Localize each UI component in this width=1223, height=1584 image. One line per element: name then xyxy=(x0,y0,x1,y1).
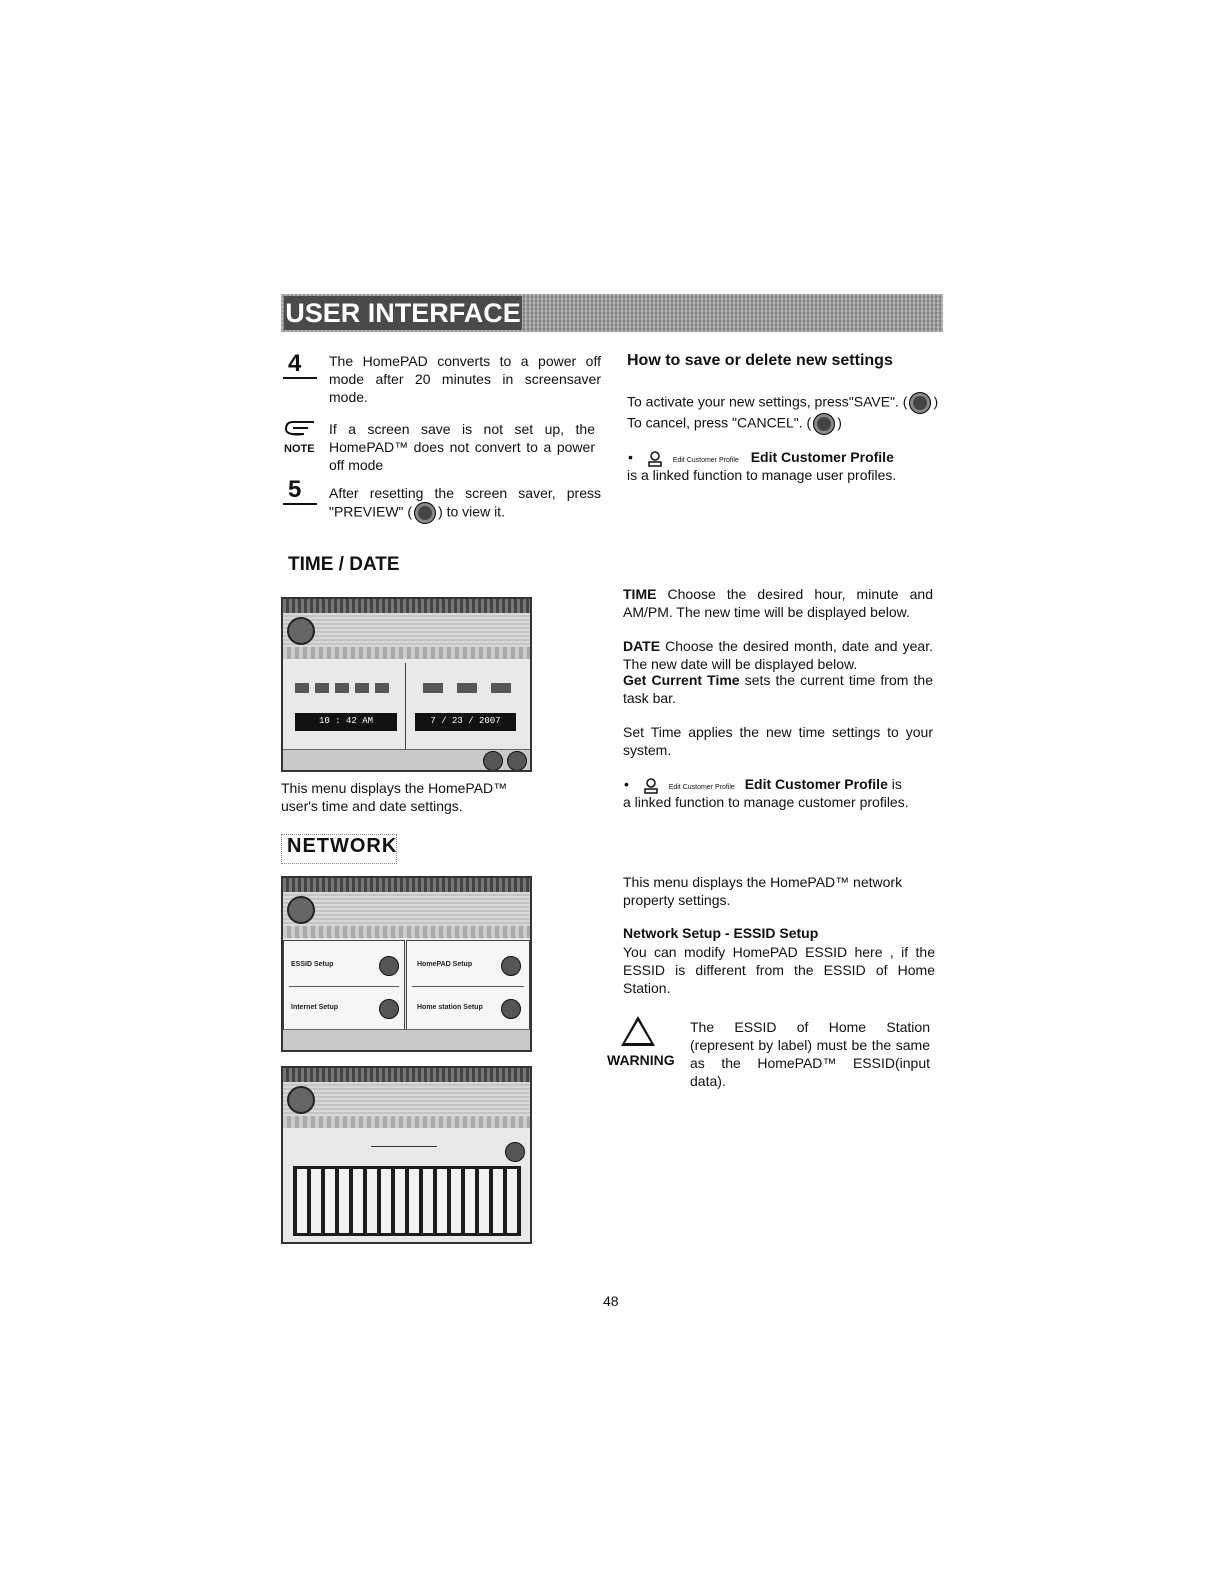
date-value-display: 7 / 23 / 2007 xyxy=(415,713,516,731)
time-description: TIME Choose the desired hour, minute and AM/PM. The new time will be displayed below. xyxy=(623,586,934,620)
note-text: If a screen save is not set up, the HomePAD™ does not convert to a power off mode xyxy=(329,421,595,473)
step-4-underline xyxy=(283,377,317,379)
network-intro: This menu displays the HomePAD™ network property settings. xyxy=(623,874,903,908)
warning-label: WARNING xyxy=(607,1052,675,1068)
network-setup-screenshot xyxy=(281,876,532,1052)
essid-setup-label: ESSID Setup xyxy=(291,961,334,968)
time-profile-user-icon xyxy=(643,778,659,792)
warning-text: The ESSID of Home Station (represent by label) must be the same as the HomePAD™ ESSID(input data). xyxy=(690,1019,930,1089)
step-4-text: The HomePAD converts to a power off mode after 20 minutes in screensaver mode. xyxy=(329,353,601,405)
cancel-instruction: To cancel, press "CANCEL". ( ) xyxy=(627,413,947,435)
step-4-number: 4 xyxy=(288,350,302,377)
essid-setup-button xyxy=(379,956,399,976)
homepad-setup-button xyxy=(501,956,521,976)
network-homepad-logo-icon xyxy=(287,896,315,924)
cancel-button-icon xyxy=(813,413,835,435)
time-profile-line-1: • Edit Customer Profile Edit Customer Profile is xyxy=(624,776,902,792)
home-station-setup-button xyxy=(501,999,521,1019)
save-delete-heading: How to save or delete new settings xyxy=(627,352,893,369)
profile-line-1: • Edit Customer Profile Edit Customer Profile xyxy=(628,449,894,465)
home-station-setup-label: Home station Setup xyxy=(417,1004,483,1011)
set-time-description: Set Time applies the new time settings to your system. xyxy=(623,724,933,758)
homepad-setup-label: HomePAD Setup xyxy=(417,961,473,968)
screen-cancel-icon xyxy=(507,751,527,771)
time-date-title: TIME / DATE xyxy=(288,554,400,575)
time-value-display: 10 : 42 AM xyxy=(295,713,397,731)
time-profile-line-2: a linked function to manage customer profiles. xyxy=(623,794,909,810)
save-button-icon xyxy=(909,392,931,414)
date-description: DATE Choose the desired month, date and year. The new date will be displayed below. xyxy=(623,638,933,672)
note-label: NOTE xyxy=(284,443,315,455)
save-instruction: To activate your new settings, press"SAVE". ( ) xyxy=(627,392,947,414)
preview-button-icon xyxy=(414,502,436,524)
page-number: 48 xyxy=(603,1293,619,1309)
internet-setup-button xyxy=(379,999,399,1019)
time-date-caption: This menu displays the HomePAD™ user's time and date settings. xyxy=(281,780,508,814)
get-current-time-description: Get Current Time sets the current time from the task bar. xyxy=(623,672,934,706)
warning-triangle-icon: ! xyxy=(621,1016,655,1046)
page-title: USER INTERFACE xyxy=(285,298,521,328)
homepad-logo-icon xyxy=(287,617,315,645)
internet-setup-label: Internet Setup xyxy=(291,1004,339,1011)
keyboard-homepad-logo-icon xyxy=(287,1086,315,1114)
step-5-number: 5 xyxy=(288,476,302,503)
profile-user-icon xyxy=(647,451,663,465)
essid-setup-text: You can modify HomePAD ESSID here , if the ESSID is different from the ESSID of Home Station. xyxy=(623,944,935,996)
profile-line-2: is a linked function to manage user profiles. xyxy=(627,467,897,483)
step-5-text: After resetting the screen saver, press "PREVIEW" ( ) to view it. xyxy=(329,484,601,524)
note-hand-icon xyxy=(284,420,318,443)
network-title: NETWORK xyxy=(287,835,398,857)
step-5-underline xyxy=(283,503,317,505)
screen-save-icon xyxy=(483,751,503,771)
essid-save-button xyxy=(505,1142,525,1162)
essid-keyboard-screenshot xyxy=(281,1066,532,1244)
time-date-screenshot xyxy=(281,597,532,772)
essid-setup-heading: Network Setup - ESSID Setup xyxy=(623,925,819,941)
